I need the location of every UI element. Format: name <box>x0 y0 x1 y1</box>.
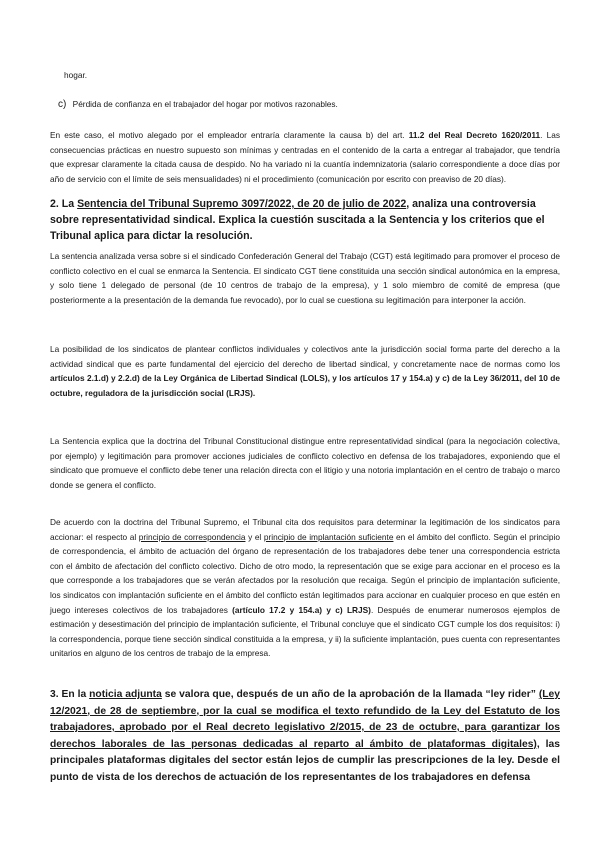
p5-text-a: De acuerdo con la doctrina del Tribunal Supremo, el Tribunal cita dos requisitos para determinar la legitimación de los sindicatos para accionar: el respecto al <box>50 517 560 542</box>
p2-text: La sentencia analizada versa sobre si el sindicado Confederación General del Trabajo (CGT) está legitimado para promover el proceso de conflicto colectivo en el cual se enmarca la Sentencia. El sindicato CGT tiene constituida una sección sindical autonómica en la empresa, y solo tiene 1 delegado de personal (de 10 centros de trabajo de la empresa), y 1 solo miembro de comité de empresa (que posteriormente a la presentación de la demanda fue revocado), por lo cual se cuestiona su legitimación para interponer la acción. <box>50 251 560 305</box>
p5-text-d: . Después de enumerar numerosos ejemplos de estimación y desestimación del principio de implantación suficiente, el Tribunal concluye que el sindicato CGT cumple los dos requisitos: i) la correspondencia, porque tiene sección sindical constituida a la empresa, y ii) la suficiente implantación, pues cuenta con representantes unitarios en alguno de los centros de trabajo de la empresa. <box>50 604 560 659</box>
paragraph-sentencia-analizada <box>50 249 560 307</box>
q3-number: 3. En la <box>50 689 90 700</box>
question-3-heading <box>50 687 560 786</box>
paragraph-doctrina-supremo <box>50 515 560 661</box>
p1-legal-reference: 11.2 del Real Decreto 1620/2011 <box>408 130 541 140</box>
principio-implantacion: principio de implantación suficiente <box>263 531 394 542</box>
fragment-hogar <box>64 68 574 83</box>
q3-ley-link[interactable]: (Ley 12/2021, de 28 de septiembre, por la cual se modifica el texto refundido de la Ley del Estatuto de los trabajadores, aprobado por el Real decreto legislativo 2/2015, de 23 de octubre, para garantizar los derechos laborales de las personas dedicadas al reparto al ámbito de plataformas digitales) <box>50 689 560 750</box>
q3-rest: , las principales plataformas digitales del sector están lejos de cumplir las prescripciones de la ley. Desde el punto de vista de los derechos de actuación de los representantes de los trabajadores en defensa <box>50 738 560 783</box>
q3-noticia-link[interactable]: noticia adjunta <box>89 689 162 700</box>
q3-mid: se valora que, después de un año de la aprobación de la llamada “ley rider” <box>161 689 539 700</box>
principio-correspondencia: principio de correspondencia <box>138 531 246 542</box>
p3-legal-references: artículos 2.1.d) y 2.2.d) de la Ley Orgánica de Libertad Sindical (LOLS), y los artículos 17 y 154.a) y c) de la Ley 36/2011, del 10 de octubre, reguladora de la jurisdicción social (LRJS). <box>50 373 560 398</box>
q2-sentencia-link[interactable]: Sentencia del Tribunal Supremo 3097/2022, de 20 de julio de 2022 <box>77 198 407 210</box>
q2-rest: , analiza una controversia sobre representatividad sindical. Explica la cuestión suscitada a la Sentencia y los criterios que el Tribunal aplica para dictar la resolución. <box>50 198 545 242</box>
paragraph-causa-despido <box>50 128 560 186</box>
list-item-c <box>58 97 568 113</box>
p5-text-c: en el ámbito del conflicto. Según el principio de correspondencia, el ámbito de actuación del órgano de representación de los trabajadores debe tener una correspondencia estricta con el ámbito de afectación del conflicto colectivo. Dicho de otro modo, la representación que se exige para accionar en el proceso es la que corresponde a los trabajadores que se verán afectados por la resolución que recaiga. Según el principio de implantación suficiente, los sindicatos con implantación suficiente en el ámbito del conflicto están legitimados para accionar en cualquier proceso en que estén en juego intereses colectivos de los trabajadores <box>50 531 560 615</box>
paragraph-posibilidad-sindicatos <box>50 342 560 400</box>
list-item-c-text: Pérdida de confianza en el trabajador del hogar por motivos razonables. <box>72 99 338 109</box>
p5-legal-reference: (artículo 17.2 y 154.a) y c) LRJS) <box>232 604 371 615</box>
p5-text-b: y el <box>245 531 264 542</box>
q2-number: 2. La <box>50 198 78 210</box>
p1-text-a: En este caso, el motivo alegado por el empleador entraría claramente la causa b) del art. <box>50 130 409 140</box>
list-item-c-letter: c) <box>58 99 67 110</box>
p4-text: La Sentencia explica que la doctrina del Tribunal Constitucional distingue entre representatividad sindical (para la negociación colectiva, por ejemplo) y legitimación para promover acciones judiciales de conflicto colectivo en defensa de los trabajadores, exponiendo que el sindicato que promueve el conflicto debe tener una relación directa con el litigio y una notoria implantación en el centro de trabajo o marco donde se genera el conflicto. <box>50 436 560 490</box>
question-2-heading <box>50 197 560 244</box>
p1-text-c: . Las consecuencias prácticas en nuestro supuesto son mínimas y centradas en el contenido de la carta a entregar al trabajador, que tendría que expresar claramente la citada causa de despido. No ha variado ni la cuantía indemnizatoria (salario correspondiente a doce días por año de servicio con el límite de seis mensualidades) ni el procedimiento (comunicación por escrito con preaviso de 20 días). <box>50 130 560 184</box>
p3-text-a: La posibilidad de los sindicatos de plantear conflictos individuales y colectivos ante la jurisdicción social forma parte del derecho a la actividad sindical que es parte fundamental del ejercicio del derecho de libertad sindical, y concretamente nace de normas como los <box>50 344 560 369</box>
paragraph-doctrina-constitucional <box>50 434 560 492</box>
fragment-hogar-text: hogar. <box>64 70 88 80</box>
